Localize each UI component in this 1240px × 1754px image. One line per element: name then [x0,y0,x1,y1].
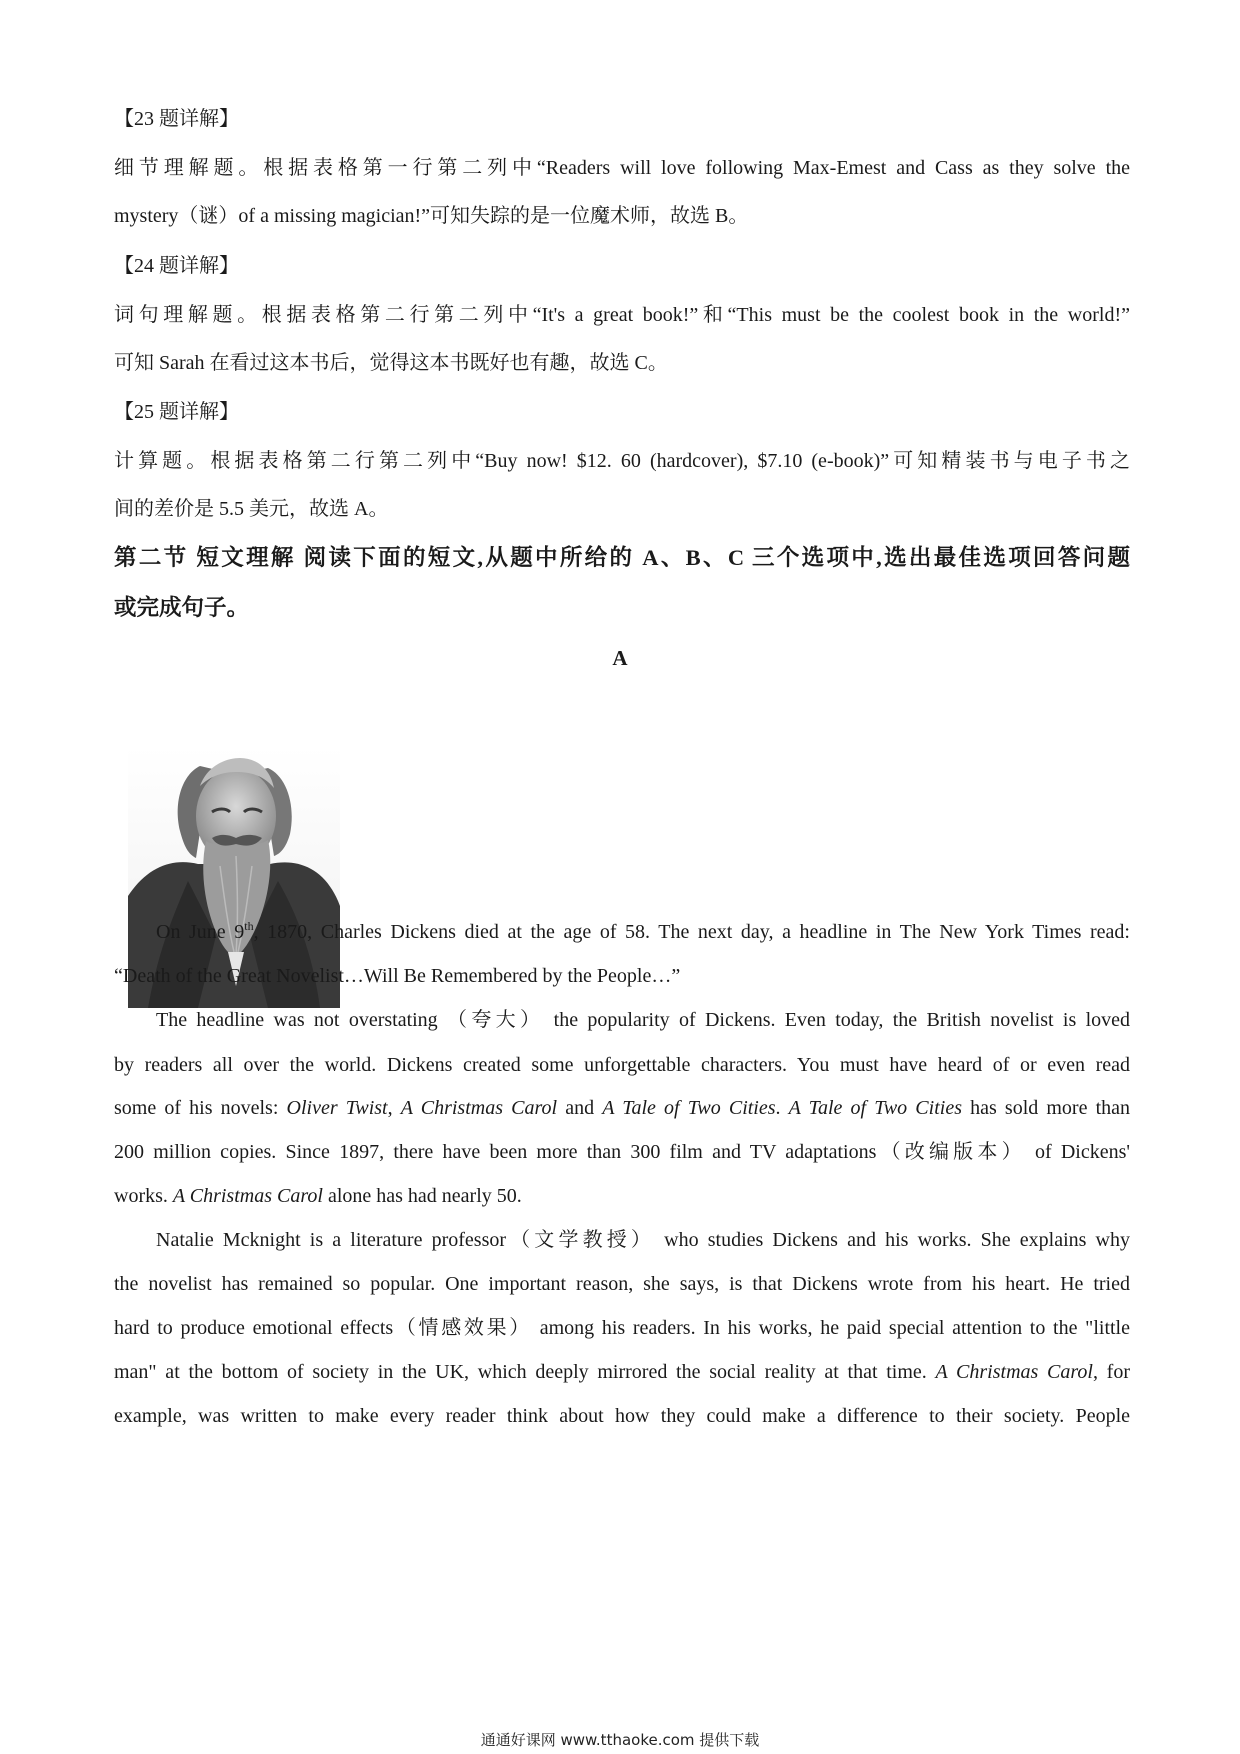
passage-text: some of his novels: [114,1097,287,1119]
book-title: A Tale of Two Cities [602,1097,776,1119]
q23-explanation-line-2: mystery（谜）of a missing magician!”可知失踪的是一位魔术师，故选 B。 [114,205,749,227]
passage-text: man" at the bottom of society in the UK, which deeply mirrored the social reality at that time. [114,1361,936,1383]
book-title: A Christmas Carol [172,1185,323,1207]
passage-p1-line-2: “Death of the Great Novelist…Will Be Remembered by the People…” [114,965,681,987]
passage-p2-line-2: by readers all over the world. Dickens created some unforgettable characters. You must have heard of or even read [114,1054,1130,1076]
passage-label: A [612,646,628,670]
passage-p2-line-1: The headline was not overstating （夸大） the popularity of Dickens. Even today, the British novelist is loved [156,1009,1130,1031]
book-title: Oliver Twist [286,1097,388,1119]
passage-p1-line-1 [114,917,1130,947]
q23-explanation-line-1: 细节理解题。根据表格第一行第二列中“Readers will love following Max-Emest and Cass as they solve the [114,157,1130,179]
q25-explanation-line-2: 间的差价是 5.5 美元，故选 A。 [114,498,389,520]
ordinal-superscript: th [244,919,254,933]
part-heading-line-2: 或完成句子。 [114,595,250,620]
page-footer: 通通好课网 www.tthaoke.com 提供下载 [480,1731,760,1749]
passage-p3-line-4 [114,1357,1130,1387]
book-title: A Tale of Two Cities [788,1097,962,1119]
passage-text: , [387,1097,401,1119]
passage-p3-line-3: hard to produce emotional effects（情感效果） among his readers. In his works, he paid special attention to the "little [114,1317,1130,1339]
q24-explanation-line-1: 词句理解题。根据表格第二行第二列中“It's a great book!”和“This must be the coolest book in the world!” [114,304,1130,326]
passage-p2-line-4: 200 million copies. Since 1897, there have been more than 300 film and TV adaptations（改编版本） of Dickens' [114,1141,1130,1163]
passage-text: and [557,1097,603,1119]
passage-p2-line-5 [114,1181,1130,1211]
book-title: A Christmas Carol [400,1097,558,1119]
q24-header: 【24 题详解】 [114,255,239,277]
passage-p3-line-5: example, was written to make every reader think about how they could make a difference to their society. People [114,1405,1130,1427]
part-heading-line-1: 第二节 短文理解 阅读下面的短文,从题中所给的 A、B、C 三个选项中,选出最佳选项回答问题 [114,545,1130,570]
passage-text: , for [1092,1361,1130,1383]
passage-text: has sold more than [961,1097,1131,1119]
book-title: A Christmas Carol [935,1361,1093,1383]
passage-text: , 1870, Charles Dickens died at the age of 58. The next day, a headline in The New York Times read: [253,921,1130,943]
passage-p2-line-3 [114,1093,1130,1123]
q24-explanation-line-2: 可知 Sarah 在看过这本书后，觉得这本书既好也有趣，故选 C。 [114,352,668,374]
q25-explanation-line-1: 计算题。根据表格第二行第二列中“Buy now! $12. 60 (hardcover), $7.10 (e-book)”可知精装书与电子书之 [114,450,1130,472]
passage-p3-line-2: the novelist has remained so popular. One important reason, she says, is that Dickens wrote from his heart. He tried [114,1273,1130,1295]
q23-header: 【23 题详解】 [114,108,239,130]
passage-text: On June 9 [156,921,245,943]
passage-p3-line-1: Natalie Mcknight is a literature professor（文学教授） who studies Dickens and his works. She explains why [156,1229,1130,1251]
q25-header: 【25 题详解】 [114,401,239,423]
passage-text: alone has had nearly 50. [322,1185,522,1207]
passage-text: works. [114,1185,173,1207]
passage-text: . [775,1097,789,1119]
